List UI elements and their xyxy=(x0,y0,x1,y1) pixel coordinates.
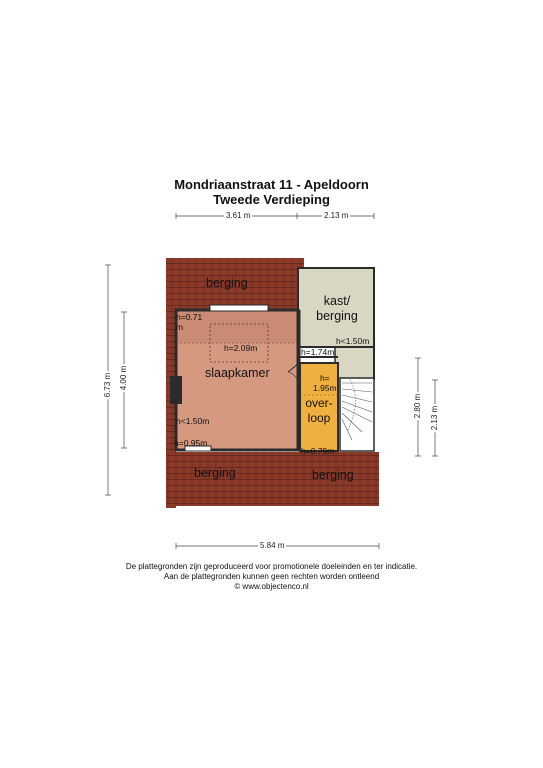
label-overloop-line2: loop xyxy=(307,411,331,425)
label-overloop-line1: over- xyxy=(305,396,333,410)
label-berging-bottom-left: berging xyxy=(194,466,236,480)
dim-right-inner: 2.80 m xyxy=(413,393,422,419)
dim-left-inner: 4.00 m xyxy=(119,365,128,391)
height-150-kast: h<1.50m xyxy=(336,336,370,346)
label-kast-line1: kast/ xyxy=(323,294,351,308)
height-095: h=0.95m xyxy=(174,438,208,448)
label-overloop xyxy=(302,396,336,426)
label-kast-berging xyxy=(314,294,360,324)
height-195-line1: h= xyxy=(319,373,330,383)
dim-top-left: 3.61 m xyxy=(226,211,251,220)
plan-title: Mondriaanstraat 11 - Apeldoorn xyxy=(174,177,369,192)
label-berging-top: berging xyxy=(206,276,248,290)
height-071 xyxy=(176,312,202,332)
height-071-line2: m xyxy=(176,322,184,332)
height-209: h=2.09m xyxy=(224,343,258,353)
height-195 xyxy=(313,373,337,393)
height-174: h=1.74m xyxy=(301,347,335,357)
label-kast-line2: berging xyxy=(316,309,358,323)
height-071-line1: h=0.71 xyxy=(176,312,203,322)
disclaimer-line1: De plattegronden zijn geproduceerd voor promotionele doeleinden en ter indicatie. xyxy=(125,562,418,571)
disclaimer-line2: Aan de plattegronden kunnen geen rechten worden ontleend xyxy=(163,572,380,581)
plan-subtitle: Tweede Verdieping xyxy=(213,192,330,207)
label-slaapkamer: slaapkamer xyxy=(205,366,270,380)
label-berging-bottom-right: berging xyxy=(312,468,354,482)
height-079: h=0.79m xyxy=(301,446,335,456)
dim-bottom: 5.84 m xyxy=(260,541,285,550)
height-150-left: h<1.50m xyxy=(176,416,210,426)
kast-extension xyxy=(335,348,374,378)
dim-top-right: 2.13 m xyxy=(324,211,349,220)
copyright: © www.objectenco.nl xyxy=(234,582,309,591)
height-195-line2: 1.95m xyxy=(313,383,337,393)
dim-right-outer: 2.13 m xyxy=(430,405,439,431)
dim-left-outer: 6.73 m xyxy=(103,372,112,398)
